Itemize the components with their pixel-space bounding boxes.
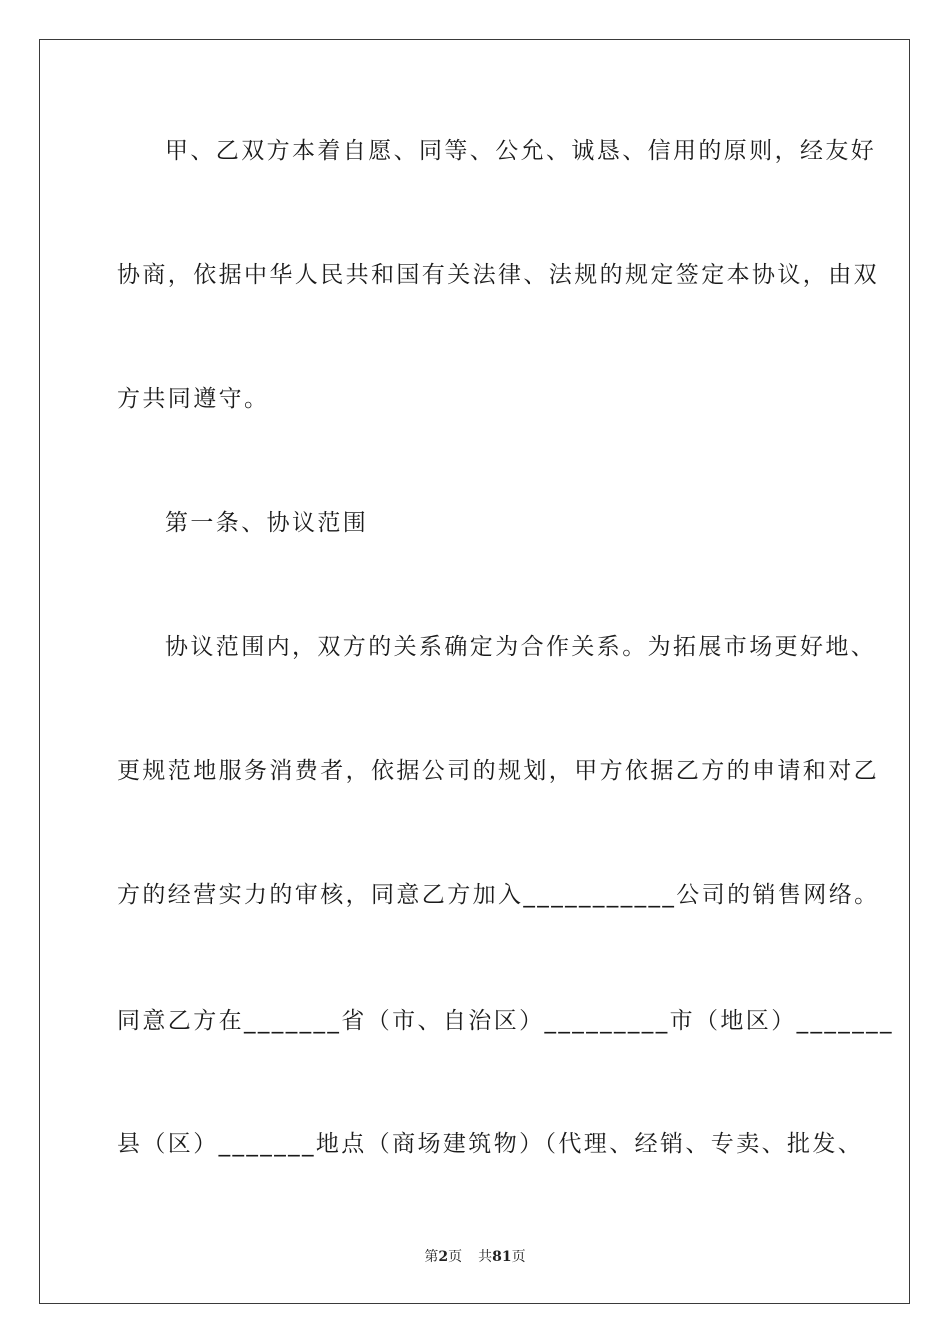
text-line-3: 方共同遵守。 xyxy=(117,386,270,412)
page-prefix: 第 xyxy=(424,1249,439,1265)
page-border xyxy=(39,39,910,1304)
text-line-2: 协商，依据中华人民共和国有关法律、法规的规定签定本协议，由双 xyxy=(117,262,879,288)
text-line-6: 更规范地服务消费者，依据公司的规划，甲方依据乙方的申请和对乙 xyxy=(117,758,879,784)
section-heading: 第一条、协议范围 xyxy=(165,510,369,536)
page-footer xyxy=(0,1248,950,1266)
text-line-8: 同意乙方在_______省（市、自治区）_________市（地区）_______ xyxy=(117,1008,894,1034)
total-pages: 81 xyxy=(492,1249,512,1265)
total-suffix: 页 xyxy=(511,1249,526,1265)
text-line-1: 甲、乙双方本着自愿、同等、公允、诚恳、信用的原则，经友好 xyxy=(165,138,877,164)
total-prefix: 共 xyxy=(478,1249,493,1265)
page-suffix: 页 xyxy=(448,1249,463,1265)
text-line-9: 县（区）_______地点（商场建筑物）（代理、经销、专卖、批发、 xyxy=(117,1131,864,1157)
text-line-7: 方的经营实力的审核，同意乙方加入___________公司的销售网络。 xyxy=(117,882,880,908)
text-line-5: 协议范围内，双方的关系确定为合作关系。为拓展市场更好地、 xyxy=(165,634,877,660)
page-number: 2 xyxy=(438,1249,449,1265)
